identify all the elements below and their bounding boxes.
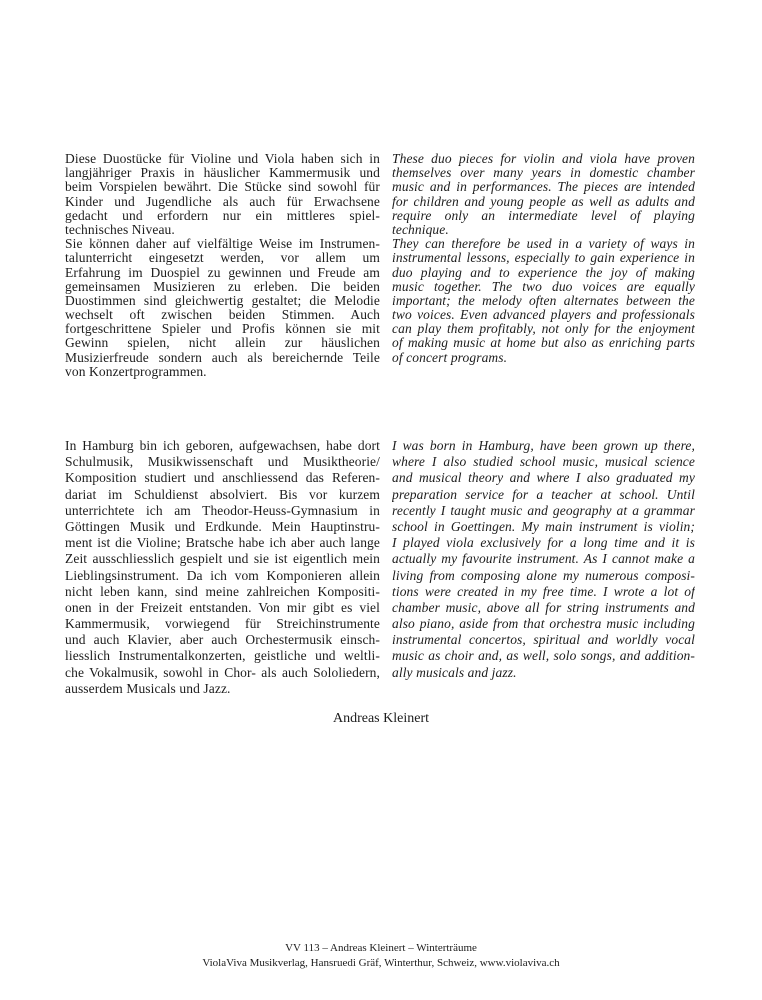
text-line: and musical theory and where I also graduated my (392, 470, 695, 486)
text-line: Gewinn spielen, nicht allein zur häuslichen (65, 336, 380, 351)
text-line: two voices. Even advanced players and professionals (392, 308, 695, 323)
text-line: music together. The two duo voices are equally (392, 279, 695, 294)
text-line: dariat im Schuldienst absolviert. Bis vor kurzem (65, 486, 380, 502)
text-line: for children and young people as well as adults and (392, 194, 695, 209)
bio-english-paragraph (392, 438, 695, 681)
page-footer (0, 941, 762, 971)
text-line: They can therefore be used in a variety of ways in (392, 237, 695, 252)
text-line: I was born in Hamburg, have been grown up there, (392, 438, 695, 453)
text-line: und auch Klavier, aber auch Orchestermusik einsch- (65, 632, 380, 648)
text-line: tions were created in my free time. I wrote a lot of (392, 583, 695, 599)
text-line: Zeit ausschliesslich gespielt und sie ist eigentlich mein (65, 551, 380, 567)
text-line: Musizierfreude sondern auch als bereichernde Teile (65, 350, 380, 365)
bio-german-column (65, 438, 380, 697)
intro-english-column (392, 152, 695, 365)
text-line: Duostimmen sind gleichwertig gestaltet; die Melodie (65, 293, 380, 308)
text-line: onen in der Freizeit entstanden. Von mir gibt es viel (65, 599, 380, 615)
author-signature: Andreas Kleinert (332, 711, 430, 726)
text-line: Kammermusik, vorwiegend für Streichinstrumente (65, 616, 380, 632)
text-line: school in Goettingen. My main instrument is violin; (392, 518, 695, 534)
intro-german-paragraph-2 (65, 237, 380, 379)
bio-english-column (392, 438, 695, 681)
text-line: Komposition studiert und anschliessend das Referen- (65, 470, 380, 486)
text-line: ausserdem Musicals und Jazz. (65, 680, 231, 696)
text-line: recently I taught music and geography at a grammar (392, 502, 695, 518)
text-line: technisches Niveau. (65, 222, 175, 237)
text-line: I played viola exclusively for a long time and it is (392, 535, 695, 551)
text-line: of making music at home but also as enriching parts (392, 336, 695, 351)
footer-catalog-line: VV 113 – Andreas Kleinert – Winterträume (285, 942, 477, 954)
bio-german-paragraph (65, 438, 380, 697)
footer-publisher-line: ViolaViva Musikverlag, Hansruedi Gräf, Winterthur, Schweiz, www.violaviva.ch (202, 957, 560, 969)
text-line: wechselt oft zwischen beiden Stimmen. Auch (65, 308, 380, 323)
text-line: can play them profitably, not only for the enjoyment (392, 322, 695, 337)
text-line: of concert programs. (392, 350, 508, 365)
intro-english-paragraph-2 (392, 237, 695, 365)
text-line: langjähriger Praxis in häuslicher Kammermusik und (65, 166, 380, 181)
text-line: music and in performances. The pieces are intended (392, 180, 695, 195)
text-line: themselves over many years in domestic chamber (392, 166, 695, 181)
text-line: require only an intermediate level of playing (392, 208, 695, 223)
intro-english-paragraph-1 (392, 152, 695, 237)
text-line: liesslich Instrumentalkonzerten, geistliche und weltli- (65, 648, 380, 664)
text-line: nicht leben kann, sind meine zahlreichen Kompositi- (65, 583, 380, 599)
text-line: ment ist die Violine; Bratsche habe ich aber auch lange (65, 535, 380, 551)
text-line: che Vokalmusik, sowohl in Chor- als auch Sololiedern, (65, 664, 380, 680)
text-line: unterrichtete ich am Theodor-Heuss-Gymnasium in (65, 502, 380, 518)
text-line: von Konzertprogrammen. (65, 364, 207, 379)
text-line: Erfahrung im Duospiel zu gewinnen und Freude am (65, 265, 380, 280)
text-line: In Hamburg bin ich geboren, aufgewachsen, habe dort (65, 438, 380, 453)
text-line: technique. (392, 222, 449, 237)
text-line: chamber music, above all for string instruments and (392, 599, 695, 615)
text-line: instrumental lessons, especially to gain experience in (392, 251, 695, 266)
text-line: Sie können daher auf vielfältige Weise im Instrumen- (65, 237, 380, 252)
text-line: fortgeschrittene Spieler und Profis können sie mit (65, 322, 380, 337)
intro-german-paragraph-1 (65, 152, 380, 237)
text-line: Diese Duostücke für Violine und Viola haben sich in (65, 152, 380, 166)
intro-german-column (65, 152, 380, 379)
text-line: music as choir and, as well, solo songs, and addition- (392, 648, 695, 664)
text-line: Lieblingsinstrument. Da ich vom Komponieren allein (65, 567, 380, 583)
text-line: Schulmusik, Musikwissenschaft und Musiktheorie/ (65, 454, 380, 470)
text-line: also piano, aside from that orchestra music including (392, 616, 695, 632)
text-line: Kinder und Jugendliche als auch für Erwachsene (65, 194, 380, 209)
text-line: gemeinsamen Musizieren zu erleben. Die beiden (65, 279, 380, 294)
text-line: These duo pieces for violin and viola have proven (392, 152, 695, 166)
text-line: beim Vorspielen bewährt. Die Stücke sind sowohl für (65, 180, 380, 195)
text-line: important; the melody often alternates between the (392, 293, 695, 308)
text-line: ally musicals and jazz. (392, 664, 517, 680)
text-line: gedacht und erfordern nur ein mittleres spiel- (65, 208, 380, 223)
text-line: preparation service for a teacher at school. Until (392, 486, 695, 502)
text-line: duo playing and to experience the joy of making (392, 265, 695, 280)
text-line: living from composing alone my numerous composi- (392, 567, 695, 583)
text-line: talunterricht eingesetzt werden, vor allem um (65, 251, 380, 266)
text-line: Göttingen Musik und Erdkunde. Mein Hauptinstru- (65, 518, 380, 534)
text-line: actually my favourite instrument. As I cannot make a (392, 551, 695, 567)
text-line: instrumental concertos, spiritual and worldly vocal (392, 632, 695, 648)
text-line: where I also studied school music, musical science (392, 454, 695, 470)
